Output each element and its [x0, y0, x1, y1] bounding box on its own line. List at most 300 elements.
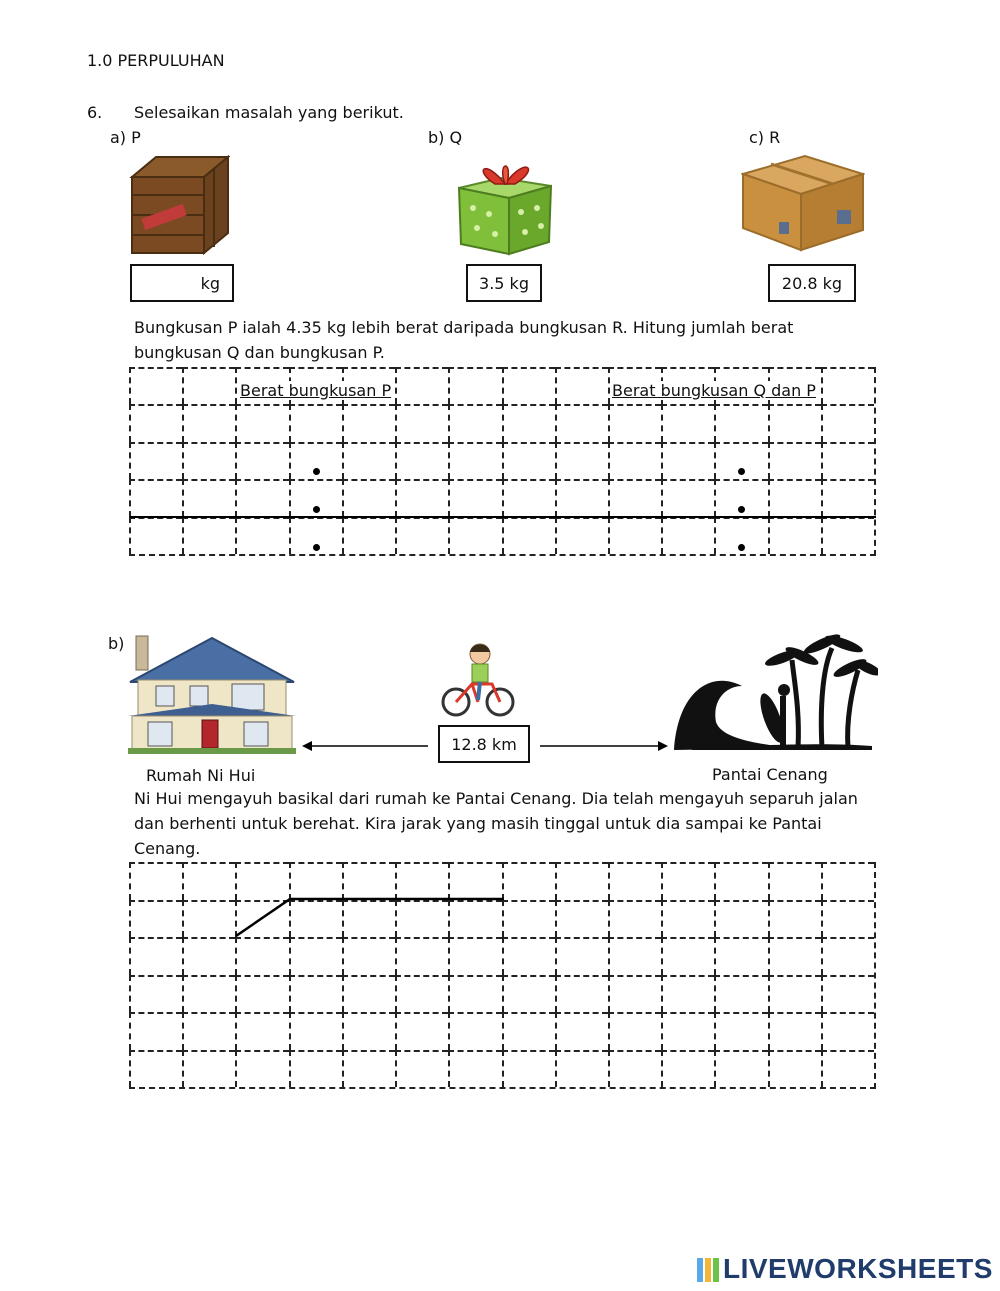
grid-cell-input[interactable] — [450, 939, 505, 977]
grid-cell — [502, 1050, 555, 1088]
grid-cell-input[interactable] — [663, 481, 718, 518]
grid-cell — [661, 404, 714, 441]
cyclist-image — [440, 640, 516, 718]
grid-cell-input[interactable] — [291, 939, 346, 977]
liveworksheets-logo-icon — [697, 1258, 719, 1282]
grid-cell-input[interactable] — [131, 444, 186, 481]
grid-cell — [608, 479, 661, 516]
grid-cell-input[interactable] — [237, 406, 292, 443]
grid-cell-input[interactable] — [610, 519, 665, 556]
grid-cell — [342, 1050, 395, 1088]
question-number: 6. — [87, 103, 103, 122]
grid-cell — [342, 479, 395, 516]
grid-cell-input[interactable] — [716, 444, 771, 481]
grid-cell-input[interactable] — [504, 481, 559, 518]
grid-cell-input[interactable] — [184, 444, 239, 481]
grid-cell-input[interactable] — [663, 519, 718, 556]
grid-cell — [182, 367, 235, 404]
grid-cell-input[interactable] — [663, 1052, 718, 1090]
grid-cell-input[interactable] — [397, 406, 452, 443]
grid-cell — [182, 442, 235, 479]
footer-brand[interactable]: LIVEWORKSHEETS — [723, 1253, 993, 1284]
wooden-crate-image — [128, 155, 230, 255]
grid-cell — [395, 517, 448, 554]
grid-cell-input[interactable] — [504, 1014, 559, 1052]
grid-cell-input[interactable] — [770, 481, 825, 518]
problem-b-line3: Cenang. — [134, 839, 201, 858]
grid-cell — [768, 517, 821, 554]
grid-cell — [768, 1012, 821, 1050]
grid-cell — [768, 862, 821, 900]
grid-cell — [502, 975, 555, 1013]
grid-cell-input[interactable] — [557, 519, 612, 556]
grid-cell-input[interactable] — [237, 1014, 292, 1052]
grid-cell-input[interactable] — [716, 902, 771, 940]
grid-cell-input[interactable] — [450, 369, 505, 406]
grid-cell — [661, 900, 714, 938]
grid-cell-input[interactable] — [716, 1052, 771, 1090]
grid-cell — [395, 862, 448, 900]
grid-cell-input[interactable] — [237, 939, 292, 977]
grid-cell — [129, 517, 182, 554]
parcel-r-label: c) R — [749, 128, 781, 147]
grid-cell-input[interactable] — [504, 977, 559, 1015]
grid-cell — [342, 442, 395, 479]
grid-cell-input[interactable] — [823, 369, 878, 406]
grid-cell — [714, 404, 767, 441]
grid-cell — [714, 900, 767, 938]
grid-cell-input[interactable] — [397, 369, 452, 406]
grid-cell-input[interactable] — [504, 902, 559, 940]
division-bracket — [234, 896, 506, 940]
right-arrow-icon — [538, 738, 670, 754]
grid-cell — [395, 975, 448, 1013]
grid-cell-input[interactable] — [770, 444, 825, 481]
grid-cell-input[interactable] — [237, 519, 292, 556]
grid-cell — [661, 1050, 714, 1088]
grid-cell — [395, 404, 448, 441]
grid-cell-input[interactable] — [397, 1052, 452, 1090]
grid-cell-input[interactable] — [344, 406, 399, 443]
grid-cell-input[interactable] — [770, 406, 825, 443]
grid-cell — [448, 862, 501, 900]
grid-cell — [821, 404, 874, 441]
grid-cell-input[interactable] — [770, 1014, 825, 1052]
grid-cell — [555, 1050, 608, 1088]
grid-cell — [821, 479, 874, 516]
grid-cell-input[interactable] — [716, 1014, 771, 1052]
grid-cell — [555, 900, 608, 938]
grid-cell — [502, 404, 555, 441]
grid-cell — [502, 442, 555, 479]
grid-cell — [395, 367, 448, 404]
grid-cell-input[interactable] — [131, 519, 186, 556]
grid-cell-input[interactable] — [663, 406, 718, 443]
grid-cell-input[interactable] — [184, 939, 239, 977]
grid-cell-input[interactable] — [557, 406, 612, 443]
grid-cell-input[interactable] — [504, 444, 559, 481]
grid-cell — [395, 442, 448, 479]
parcel-p-unit: kg — [200, 273, 220, 293]
grid-cell — [821, 1012, 874, 1050]
grid-cell — [289, 937, 342, 975]
parcel-p-label: a) P — [110, 128, 141, 147]
left-arrow-icon — [300, 738, 440, 754]
grid-cell — [129, 975, 182, 1013]
problem-a-line2: bungkusan Q dan bungkusan P. — [134, 343, 385, 362]
grid-cell — [235, 975, 288, 1013]
grid-cell — [608, 404, 661, 441]
grid-cell — [129, 900, 182, 938]
parcel-r-weight-box: 20.8 kg — [768, 264, 856, 302]
grid-cell-input[interactable] — [823, 864, 878, 902]
grid-cell — [289, 404, 342, 441]
grid-cell-input[interactable] — [344, 481, 399, 518]
grid-cell — [289, 1012, 342, 1050]
grid-cell-input[interactable] — [131, 1014, 186, 1052]
grid-a-label-right: Berat bungkusan Q dan P — [612, 381, 816, 400]
grid-cell-input[interactable] — [823, 977, 878, 1015]
grid-cell — [502, 367, 555, 404]
grid-cell — [502, 937, 555, 975]
grid-cell — [129, 367, 182, 404]
grid-cell — [608, 975, 661, 1013]
grid-cell — [555, 937, 608, 975]
grid-cell-input[interactable] — [291, 1014, 346, 1052]
grid-cell-input[interactable] — [823, 1052, 878, 1090]
grid-cell-input[interactable] — [184, 369, 239, 406]
question-instruction: Selesaikan masalah yang berikut. — [134, 103, 404, 122]
beach-label: Pantai Cenang — [712, 765, 828, 784]
grid-cell — [821, 900, 874, 938]
grid-cell-input[interactable] — [450, 519, 505, 556]
grid-cell-input[interactable] — [450, 481, 505, 518]
distance-box: 12.8 km — [438, 725, 530, 763]
grid-cell — [129, 479, 182, 516]
grid-cell-input[interactable] — [663, 444, 718, 481]
grid-cell — [342, 404, 395, 441]
grid-cell — [182, 1012, 235, 1050]
grid-cell — [714, 1012, 767, 1050]
grid-cell-input[interactable] — [344, 1014, 399, 1052]
grid-cell-input[interactable] — [291, 977, 346, 1015]
grid-cell-input[interactable] — [610, 1052, 665, 1090]
grid-cell — [608, 442, 661, 479]
grid-cell — [129, 937, 182, 975]
grid-cell-input[interactable] — [344, 977, 399, 1015]
grid-cell — [555, 479, 608, 516]
gift-box-image — [455, 148, 555, 256]
grid-cell-input[interactable] — [610, 481, 665, 518]
grid-cell — [289, 1050, 342, 1088]
grid-cell — [555, 517, 608, 554]
grid-cell — [182, 1050, 235, 1088]
grid-cell — [661, 442, 714, 479]
grid-cell — [182, 900, 235, 938]
grid-cell — [555, 367, 608, 404]
grid-cell — [821, 975, 874, 1013]
grid-cell — [235, 517, 288, 554]
grid-cell-input[interactable] — [557, 444, 612, 481]
grid-cell — [448, 479, 501, 516]
decimal-point — [313, 506, 320, 513]
grid-cell — [448, 1012, 501, 1050]
grid-cell — [235, 442, 288, 479]
grid-cell-input[interactable] — [450, 977, 505, 1015]
grid-cell-input[interactable] — [663, 1014, 718, 1052]
grid-cell — [448, 367, 501, 404]
grid-cell — [395, 479, 448, 516]
grid-cell-input[interactable] — [557, 1052, 612, 1090]
decimal-point — [738, 506, 745, 513]
grid-cell — [448, 404, 501, 441]
grid-cell — [342, 517, 395, 554]
grid-cell — [448, 975, 501, 1013]
grid-cell-input[interactable] — [131, 902, 186, 940]
grid-cell — [555, 975, 608, 1013]
grid-cell — [555, 862, 608, 900]
grid-cell-input[interactable] — [450, 444, 505, 481]
decimal-point — [738, 544, 745, 551]
grid-cell — [129, 1050, 182, 1088]
grid-cell-input[interactable] — [344, 519, 399, 556]
grid-cell-input[interactable] — [823, 902, 878, 940]
grid-cell-input[interactable] — [291, 481, 346, 518]
grid-cell-input[interactable] — [344, 1052, 399, 1090]
grid-cell-input[interactable] — [237, 481, 292, 518]
grid-cell — [448, 1050, 501, 1088]
grid-cell-input[interactable] — [770, 939, 825, 977]
grid-cell — [768, 937, 821, 975]
grid-cell-input[interactable] — [184, 406, 239, 443]
grid-cell-input[interactable] — [131, 481, 186, 518]
grid-cell — [714, 975, 767, 1013]
grid-cell — [448, 442, 501, 479]
grid-cell — [661, 517, 714, 554]
grid-cell-input[interactable] — [237, 1052, 292, 1090]
grid-cell-input[interactable] — [770, 519, 825, 556]
grid-cell-input[interactable] — [557, 1014, 612, 1052]
grid-cell-input[interactable] — [716, 977, 771, 1015]
grid-cell-input[interactable] — [504, 939, 559, 977]
grid-cell-input[interactable] — [770, 977, 825, 1015]
cardboard-box-image — [741, 152, 865, 252]
grid-cell-input[interactable] — [663, 902, 718, 940]
grid-cell-input[interactable] — [610, 1014, 665, 1052]
grid-cell — [182, 479, 235, 516]
grid-cell-input[interactable] — [397, 939, 452, 977]
grid-cell-input[interactable] — [504, 1052, 559, 1090]
grid-cell-input[interactable] — [184, 481, 239, 518]
grid-cell — [182, 517, 235, 554]
grid-cell — [182, 404, 235, 441]
grid-cell-input[interactable] — [397, 519, 452, 556]
grid-cell-input[interactable] — [610, 864, 665, 902]
grid-cell — [661, 975, 714, 1013]
grid-cell-input[interactable] — [610, 939, 665, 977]
grid-cell — [129, 442, 182, 479]
grid-cell-input[interactable] — [610, 977, 665, 1015]
grid-cell-input[interactable] — [397, 481, 452, 518]
grid-cell — [502, 900, 555, 938]
grid-cell-input[interactable] — [450, 1052, 505, 1090]
grid-cell-input[interactable] — [716, 406, 771, 443]
grid-cell — [502, 1012, 555, 1050]
grid-cell — [714, 1050, 767, 1088]
grid-cell-input[interactable] — [184, 977, 239, 1015]
grid-cell — [395, 1012, 448, 1050]
grid-cell — [342, 937, 395, 975]
grid-cell — [235, 1050, 288, 1088]
beach-silhouette-image — [672, 630, 878, 754]
grid-cell — [714, 937, 767, 975]
grid-cell — [768, 404, 821, 441]
grid-cell — [395, 1050, 448, 1088]
grid-cell — [714, 862, 767, 900]
grid-cell-input[interactable] — [823, 406, 878, 443]
grid-cell — [608, 900, 661, 938]
grid-cell — [342, 862, 395, 900]
grid-cell — [182, 937, 235, 975]
grid-cell — [235, 862, 288, 900]
grid-cell — [661, 937, 714, 975]
grid-cell — [342, 1012, 395, 1050]
grid-cell — [608, 937, 661, 975]
grid-cell-input[interactable] — [823, 519, 878, 556]
grid-a-label-left: Berat bungkusan P — [240, 381, 392, 400]
problem-b-line2: dan berhenti untuk berehat. Kira jarak yang masih tinggal untuk dia sampai ke Pantai — [134, 814, 822, 833]
grid-cell-input[interactable] — [716, 864, 771, 902]
grid-cell — [395, 937, 448, 975]
grid-cell-input[interactable] — [397, 977, 452, 1015]
grid-cell-input[interactable] — [557, 481, 612, 518]
grid-cell-input[interactable] — [131, 939, 186, 977]
grid-cell-input[interactable] — [557, 369, 612, 406]
grid-cell-input[interactable] — [716, 939, 771, 977]
grid-cell-input[interactable] — [184, 1052, 239, 1090]
grid-cell-input[interactable] — [131, 406, 186, 443]
grid-cell — [821, 442, 874, 479]
grid-cell-input[interactable] — [291, 406, 346, 443]
grid-cell-input[interactable] — [663, 864, 718, 902]
grid-cell — [821, 1050, 874, 1088]
home-label: Rumah Ni Hui — [146, 766, 256, 785]
grid-cell-input[interactable] — [131, 864, 186, 902]
grid-cell-input[interactable] — [504, 406, 559, 443]
grid-cell-input[interactable] — [450, 1014, 505, 1052]
grid-cell — [608, 1012, 661, 1050]
grid-cell — [661, 862, 714, 900]
parcel-p-weight-box — [130, 264, 234, 302]
grid-cell-input[interactable] — [823, 939, 878, 977]
grid-cell-input[interactable] — [237, 444, 292, 481]
grid-cell — [235, 404, 288, 441]
grid-cell-input[interactable] — [823, 1014, 878, 1052]
grid-cell-input[interactable] — [770, 902, 825, 940]
decimal-point — [313, 544, 320, 551]
part-b-label: b) — [108, 634, 125, 653]
grid-cell — [182, 862, 235, 900]
grid-cell — [768, 442, 821, 479]
grid-cell — [182, 975, 235, 1013]
grid-cell — [502, 479, 555, 516]
grid-cell-input[interactable] — [184, 1014, 239, 1052]
grid-cell — [608, 1050, 661, 1088]
grid-cell-input[interactable] — [184, 864, 239, 902]
grid-cell-input[interactable] — [610, 444, 665, 481]
grid-cell — [448, 937, 501, 975]
grid-cell — [502, 862, 555, 900]
grid-cell — [235, 479, 288, 516]
grid-cell-input[interactable] — [770, 864, 825, 902]
grid-cell-input[interactable] — [131, 1052, 186, 1090]
decimal-point — [313, 468, 320, 475]
grid-cell-input[interactable] — [557, 939, 612, 977]
parcel-q-label: b) Q — [428, 128, 463, 147]
grid-cell-input[interactable] — [131, 369, 186, 406]
grid-cell-input[interactable] — [397, 444, 452, 481]
grid-cell-input[interactable] — [716, 519, 771, 556]
grid-cell-input[interactable] — [291, 444, 346, 481]
grid-cell-input[interactable] — [504, 864, 559, 902]
chapter-heading: 1.0 PERPULUHAN — [87, 51, 225, 70]
grid-cell-input[interactable] — [504, 519, 559, 556]
grid-cell-input[interactable] — [131, 977, 186, 1015]
grid-cell — [235, 937, 288, 975]
grid-cell-input[interactable] — [184, 519, 239, 556]
grid-cell-input[interactable] — [823, 481, 878, 518]
grid-cell-input[interactable] — [610, 902, 665, 940]
grid-cell — [661, 479, 714, 516]
grid-cell-input[interactable] — [716, 481, 771, 518]
grid-cell — [555, 404, 608, 441]
parcel-q-weight-box: 3.5 kg — [466, 264, 542, 302]
grid-cell — [821, 517, 874, 554]
grid-cell — [821, 367, 874, 404]
grid-cell — [768, 900, 821, 938]
grid-cell — [768, 1050, 821, 1088]
grid-cell-input[interactable] — [504, 369, 559, 406]
grid-cell-input[interactable] — [450, 406, 505, 443]
grid-cell — [555, 442, 608, 479]
grid-cell-input[interactable] — [557, 864, 612, 902]
grid-cell-input[interactable] — [344, 939, 399, 977]
decimal-point — [738, 468, 745, 475]
grid-cell — [289, 975, 342, 1013]
grid-a-answer-line — [130, 516, 876, 518]
grid-cell — [821, 862, 874, 900]
grid-cell — [502, 517, 555, 554]
grid-cell — [342, 975, 395, 1013]
grid-cell-input[interactable] — [237, 977, 292, 1015]
grid-cell-input[interactable] — [663, 939, 718, 977]
house-image — [128, 632, 296, 754]
grid-cell-input[interactable] — [557, 977, 612, 1015]
grid-cell-input[interactable] — [291, 1052, 346, 1090]
grid-cell-input[interactable] — [184, 902, 239, 940]
grid-cell-input[interactable] — [610, 406, 665, 443]
grid-cell — [129, 862, 182, 900]
grid-cell-input[interactable] — [663, 977, 718, 1015]
grid-cell — [289, 862, 342, 900]
grid-cell-input[interactable] — [823, 444, 878, 481]
grid-cell-input[interactable] — [770, 1052, 825, 1090]
problem-a-line1: Bungkusan P ialah 4.35 kg lebih berat daripada bungkusan R. Hitung jumlah berat — [134, 318, 794, 337]
grid-cell-input[interactable] — [557, 902, 612, 940]
grid-cell-input[interactable] — [397, 1014, 452, 1052]
grid-cell-input[interactable] — [344, 444, 399, 481]
grid-cell — [768, 479, 821, 516]
